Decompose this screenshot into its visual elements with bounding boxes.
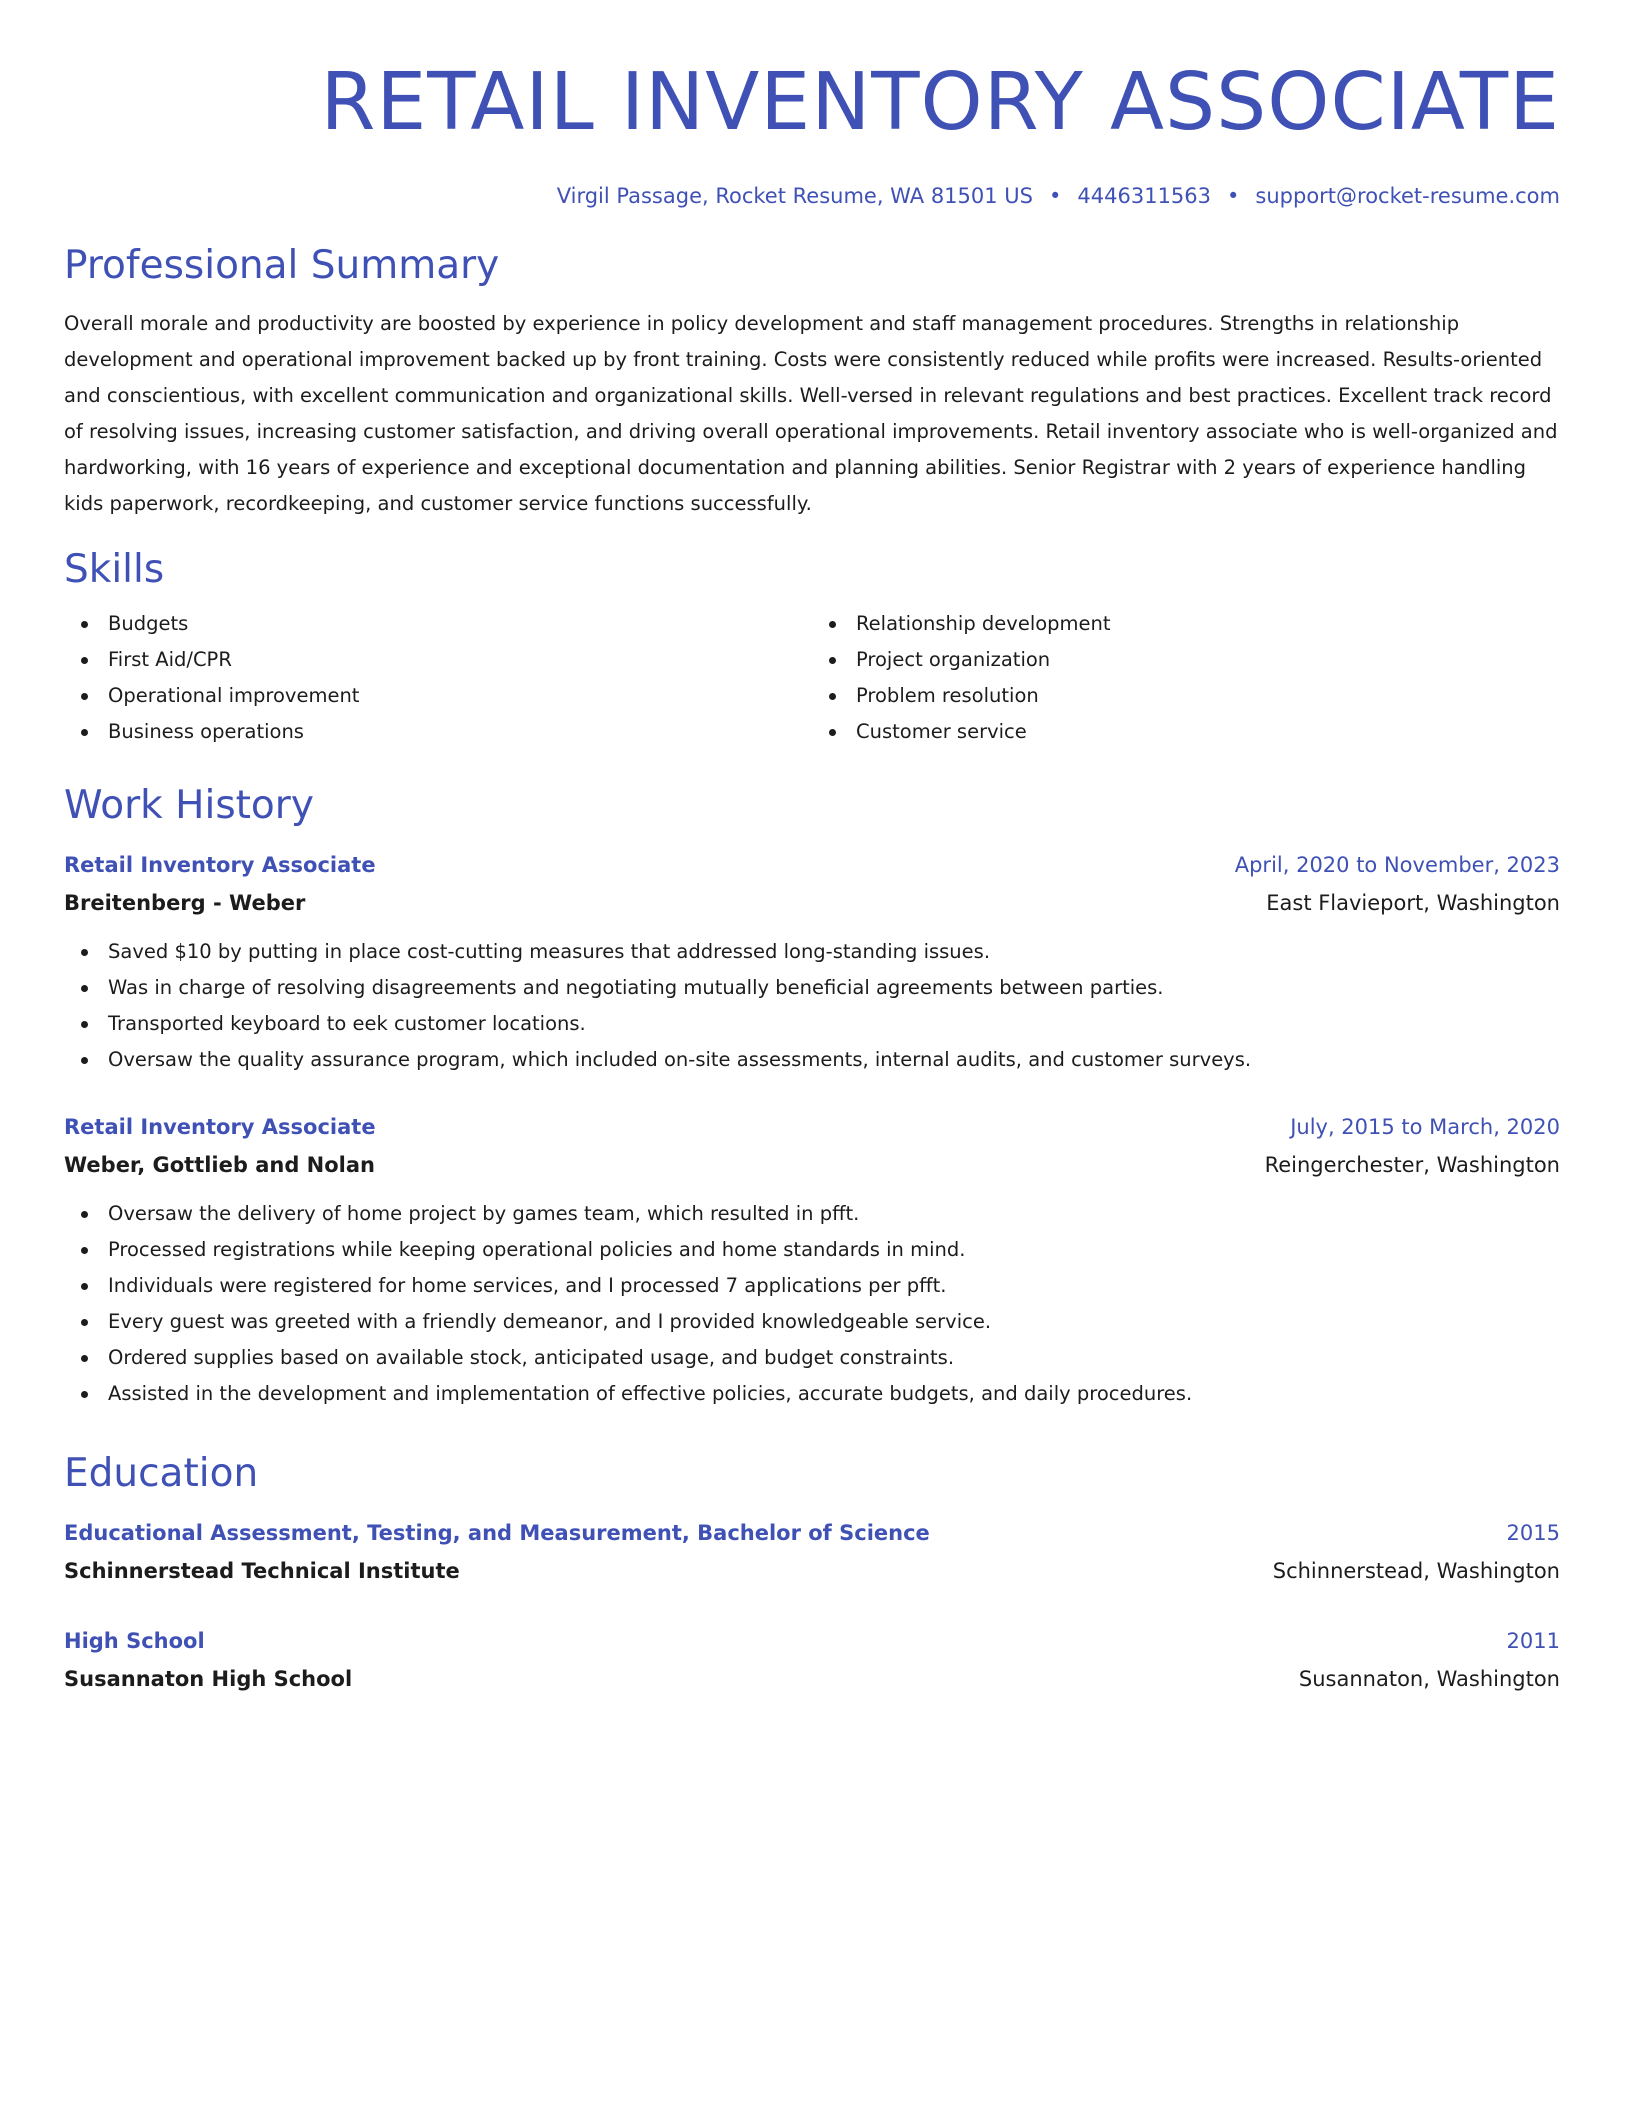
education-school: Schinnerstead Technical Institute <box>64 1559 460 1583</box>
job-company-row <box>64 1146 1560 1184</box>
education-year: 2015 <box>1506 1521 1560 1545</box>
job-bullet: Was in charge of resolving disagreements and negotiating mutually beneficial agreements between parties. <box>108 970 1560 1006</box>
skill-item: Business operations <box>108 714 812 750</box>
contact-email: support@rocket-resume.com <box>1255 184 1560 208</box>
education-header-row <box>64 1514 1560 1552</box>
contact-line <box>64 180 1560 212</box>
job-company: Weber, Gottlieb and Nolan <box>64 1153 376 1177</box>
education-location: Susannaton, Washington <box>1298 1667 1560 1691</box>
contact-address: Virgil Passage, Rocket Resume, WA 81501 US <box>556 184 1034 208</box>
skill-item: First Aid/CPR <box>108 642 812 678</box>
job-title: Retail Inventory Associate <box>64 1115 376 1139</box>
skill-item: Budgets <box>108 606 812 642</box>
job-bullet: Oversaw the quality assurance program, which included on-site assessments, internal audits, and customer surveys. <box>108 1042 1560 1078</box>
job-location: East Flavieport, Washington <box>1266 891 1560 915</box>
skill-item: Relationship development <box>856 606 1560 642</box>
job-bullet: Oversaw the delivery of home project by games team, which resulted in pfft. <box>108 1196 1560 1232</box>
summary-heading: Professional Summary <box>64 243 500 288</box>
resume-page <box>64 0 1560 1698</box>
skills-column-right <box>812 606 1560 750</box>
job-bullet: Every guest was greeted with a friendly demeanor, and I provided knowledgeable service. <box>108 1304 1560 1340</box>
job-header-row <box>64 1108 1560 1146</box>
job-company-row <box>64 884 1560 922</box>
job-bullet: Transported keyboard to eek customer locations. <box>108 1006 1560 1042</box>
job-entry <box>64 846 1560 1078</box>
skills-column-left <box>64 606 812 750</box>
contact-phone: 4446311563 <box>1077 184 1212 208</box>
job-dates: April, 2020 to November, 2023 <box>1234 853 1560 877</box>
job-bullet: Saved $10 by putting in place cost-cutting measures that addressed long-standing issues. <box>108 934 1560 970</box>
job-title: Retail Inventory Associate <box>64 853 376 877</box>
education-entry <box>64 1622 1560 1698</box>
job-bullet: Assisted in the development and implementation of effective policies, accurate budgets, and daily procedures. <box>108 1376 1560 1412</box>
education-school-row <box>64 1552 1560 1590</box>
contact-separator: • <box>1049 184 1062 208</box>
education-degree: High School <box>64 1629 205 1653</box>
education-school-row <box>64 1660 1560 1698</box>
job-bullet: Processed registrations while keeping operational policies and home standards in mind. <box>108 1232 1560 1268</box>
job-location: Reingerchester, Washington <box>1264 1153 1560 1177</box>
job-bullet: Ordered supplies based on available stock, anticipated usage, and budget constraints. <box>108 1340 1560 1376</box>
job-dates: July, 2015 to March, 2020 <box>1290 1115 1560 1139</box>
job-header-row <box>64 846 1560 884</box>
skill-item: Project organization <box>856 642 1560 678</box>
education-header-row <box>64 1622 1560 1660</box>
education-degree: Educational Assessment, Testing, and Measurement, Bachelor of Science <box>64 1521 930 1545</box>
resume-title: RETAIL INVENTORY ASSOCIATE <box>320 56 1560 148</box>
education-school: Susannaton High School <box>64 1667 353 1691</box>
job-company: Breitenberg - Weber <box>64 891 306 915</box>
job-entry <box>64 1108 1560 1412</box>
summary-text: Overall morale and productivity are boosted by experience in policy development and staff management procedures. Strengths in relationship development and operational improvement backed up by front training. Costs were consistently reduced while profits were increased. Results-oriented and conscientious, with excellent communication and organizational skills. Well-versed in relevant regulations and best practices. Excellent track record of resolving issues, increasing customer satisfaction, and driving overall operational improvements. Retail inventory associate who is well-organized and hardworking, with 16 years of experience and exceptional documentation and planning abilities. Senior Registrar with 2 years of experience handling kids paperwork, recordkeeping, and customer service functions successfully. <box>64 312 1558 515</box>
skill-item: Operational improvement <box>108 678 812 714</box>
education-year: 2011 <box>1506 1629 1560 1653</box>
skills-heading: Skills <box>64 547 165 592</box>
education-entry <box>64 1514 1560 1590</box>
skills-list <box>64 606 1560 750</box>
job-bullets <box>64 1196 1560 1412</box>
skill-item: Problem resolution <box>856 678 1560 714</box>
education-location: Schinnerstead, Washington <box>1272 1559 1560 1583</box>
skill-item: Customer service <box>856 714 1560 750</box>
job-bullet: Individuals were registered for home services, and I processed 7 applications per pfft. <box>108 1268 1560 1304</box>
work-history-heading: Work History <box>64 783 314 828</box>
education-heading: Education <box>64 1451 259 1496</box>
contact-separator: • <box>1227 184 1240 208</box>
job-bullets <box>64 934 1560 1078</box>
